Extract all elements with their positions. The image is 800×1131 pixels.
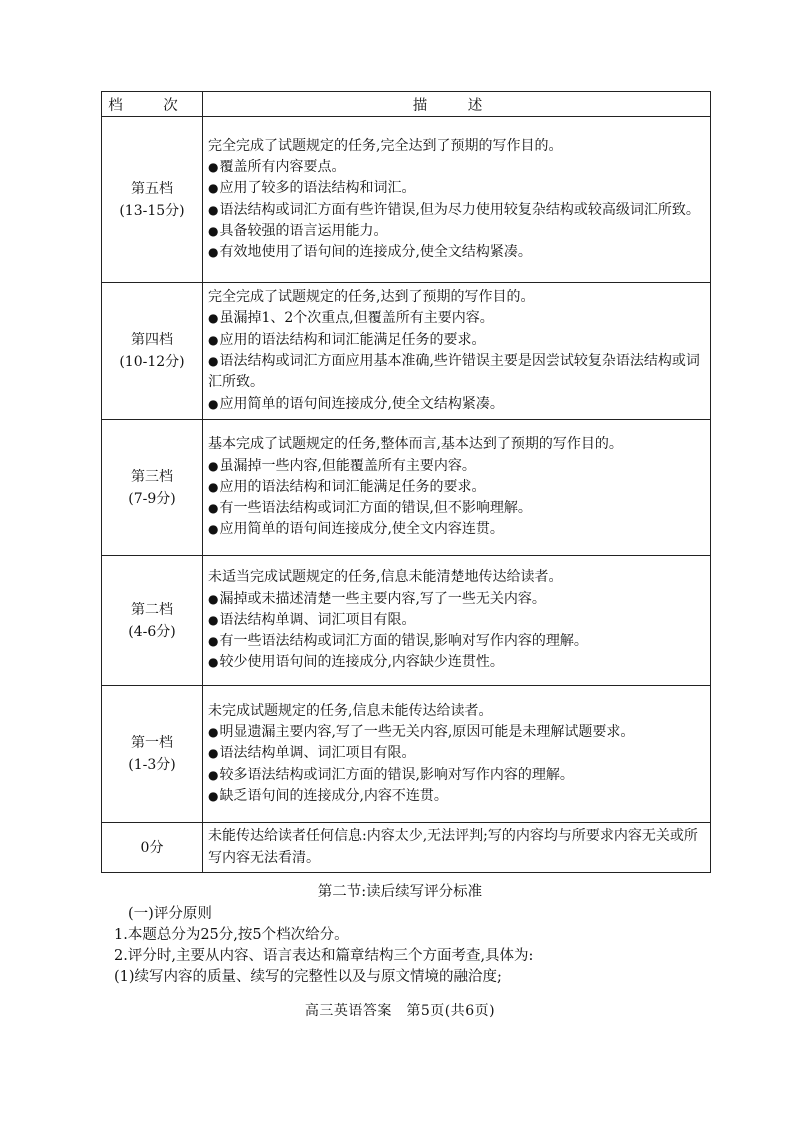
level-cell [102,556,203,686]
table-row [102,823,711,873]
description-cell [203,556,711,686]
level-name: 第三档 [131,468,173,485]
criterion-item: ● 应用的语法结构和词汇能满足任务的要求。 [208,330,706,351]
level-range: (1-3分) [128,757,176,773]
criterion-item: ● 虽漏掉1、2个次重点,但覆盖所有主要内容。 [208,308,706,329]
level-range: (10-12分) [119,354,185,370]
criterion-item: ● 明显遗漏主要内容,写了一些无关内容,原因可能是未理解试题要求。 [208,722,706,743]
criterion-item: ● 应用简单的语句间连接成分,使全文结构紧凑。 [208,394,706,415]
level-summary: 基本完成了试题规定的任务,整体而言,基本达到了预期的写作目的。 [208,436,623,453]
level-cell [102,823,203,873]
level-name: 第一档 [131,735,173,751]
scoring-principles [114,904,704,988]
criterion-item: ● 语法结构单调、词汇项目有限。 [208,610,706,631]
table-header-row [102,92,711,117]
description-cell [203,283,711,420]
criterion-item: ● 应用简单的语句间连接成分,使全文内容连贯。 [208,519,706,540]
criterion-item: ● 应用了较多的语法结构和词汇。 [208,178,706,199]
level-cell [102,686,203,823]
criterion-item: ● 有一些语法结构或词汇方面的错误,影响对写作内容的理解。 [208,631,706,652]
principle-item: 2.评分时,主要从内容、语言表达和篇章结构三个方面考查,具体为: [114,948,534,964]
header-level: 档 次 [102,92,203,117]
level-summary: 完全完成了试题规定的任务,完全达到了预期的写作目的。 [208,137,563,154]
description-cell [203,420,711,556]
level-name: 第四档 [131,332,173,348]
description-cell [203,117,711,283]
level-summary: 未完成试题规定的任务,信息未能传达给读者。 [208,702,493,719]
level-summary: 完全完成了试题规定的任务,达到了预期的写作目的。 [208,289,535,306]
level-name: 第二档 [131,601,173,618]
criterion-item: ● 有效地使用了语句间的连接成分,使全文结构紧凑。 [208,242,706,263]
criterion-item: ● 语法结构或词汇方面有些许错误,但为尽力使用较复杂结构或较高级词汇所致。 [208,200,706,221]
level-cell [102,283,203,420]
table-row [102,556,711,686]
principle-item: (1)续写内容的质量、续写的完整性以及与原文情境的融洽度; [114,969,502,985]
criterion-item: ● 较少使用语句间的连接成分,内容缺少连贯性。 [208,652,706,673]
criterion-item: ● 缺乏语句间的连接成分,内容不连贯。 [208,786,706,807]
description-cell [203,823,711,873]
table-row [102,117,711,283]
level-cell [102,420,203,556]
level-range: (4-6分) [128,623,176,640]
header-description: 描 述 [203,92,711,117]
level-name: 0分 [140,839,164,856]
description-cell [203,686,711,823]
criterion-item: ● 应用的语法结构和词汇能满足任务的要求。 [208,477,706,498]
principle-item: 1.本题总分为25分,按5个档次给分。 [114,927,349,943]
section-title: 第二节:读后续写评分标准 [317,884,483,900]
table-row [102,686,711,823]
subsection-heading: (一)评分原则 [128,906,212,922]
criterion-item: ● 语法结构单调、词汇项目有限。 [208,743,706,764]
criterion-item: ● 语法结构或词汇方面应用基本准确,些许错误主要是因尝试较复杂语法结构或词汇所致。 [208,351,706,394]
criterion-item: ● 较多语法结构或词汇方面的错误,影响对写作内容的理解。 [208,765,706,786]
level-summary: 未能传达给读者任何信息:内容太少,无法评判;写的内容均与所要求内容无关或所写内容无法看清。 [208,828,698,866]
level-range: (13-15分) [119,202,185,219]
criterion-item: ● 虽漏掉一些内容,但能覆盖所有主要内容。 [208,456,706,477]
criterion-item: ● 具备较强的语言运用能力。 [208,221,706,242]
table-row [102,420,711,556]
level-summary: 未适当完成试题规定的任务,信息未能清楚地传达给读者。 [208,569,563,586]
criterion-item: ● 有一些语法结构或词汇方面的错误,但不影响理解。 [208,498,706,519]
table-row [102,283,711,420]
level-range: (7-9分) [128,490,176,507]
page-footer: 高三英语答案 第5页(共6页) [304,1003,496,1019]
level-cell [102,117,203,283]
scoring-rubric-table [101,91,711,873]
criterion-item: ● 覆盖所有内容要点。 [208,157,706,178]
level-name: 第五档 [131,180,173,197]
criterion-item: ● 漏掉或未描述清楚一些主要内容,写了一些无关内容。 [208,589,706,610]
